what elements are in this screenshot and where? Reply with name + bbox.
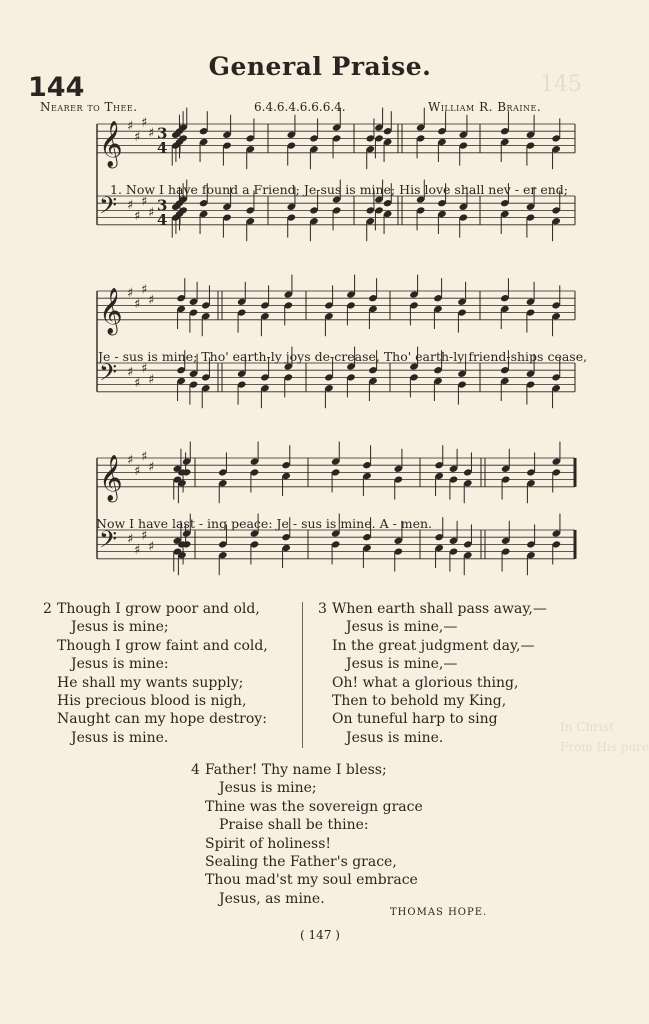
stanza-line: Though I grow poor and old, [57,601,260,617]
time-signature: 3 [157,124,168,143]
sharp-icon: ♯ [141,282,148,298]
stanza-line: In the great judgment day,— [332,637,535,654]
stanza-line: Then to behold my King, [332,693,507,710]
stanza-line: When earth shall pass away,— [332,601,547,617]
sharp-icon: ♯ [148,293,155,309]
composer: William R. Braine. [428,100,542,114]
stanza-line: Though I grow faint and cold, [57,637,268,654]
stanza-line: Jesus is mine; [219,780,317,797]
bass-clef-icon: 𝄢 [99,358,118,392]
tune-name: Nearer to Thee. [40,100,138,114]
page-number: ( 147 ) [300,928,340,942]
time-signature: 3 [157,196,168,215]
stanza-line: Father! Thy name I bless; [205,762,387,778]
sharp-icon: ♯ [141,115,148,131]
sharp-icon: ♯ [141,449,148,465]
sharp-icon: ♯ [134,543,141,558]
stanza-4 [191,761,423,908]
stanza-line: His precious blood is nigh, [57,693,247,710]
sharp-icon: ♯ [127,453,134,468]
stanza-line: Praise shall be thine: [219,817,369,834]
treble-clef-icon: 𝄞 [99,120,123,167]
hymn-number: 144 [28,72,85,103]
sharp-icon: ♯ [148,126,155,142]
stanza-line: Naught can my hope destroy: [57,711,267,728]
bass-clef-icon: 𝄢 [99,191,118,225]
stanza-line: Sealing the Father's grace, [205,854,397,871]
stanza-number: 4 [191,762,200,778]
time-signature: 4 [157,210,168,229]
stanza-line: Spirit of holiness! [205,835,332,852]
column-divider [302,602,303,748]
stanza-line: Jesus is mine. [346,729,444,746]
time-signature: 4 [157,138,168,157]
stanza-line: Oh! what a glorious thing, [332,674,519,691]
stanza-line: On tuneful harp to sing [332,711,498,728]
stanza-line: Jesus, as mine. [219,890,325,907]
sharp-icon: ♯ [141,361,148,377]
stanza-2 [43,600,268,747]
treble-clef-icon: 𝄞 [99,454,123,501]
sharp-icon: ♯ [127,286,134,301]
stanza-line: Jesus is mine. [71,729,169,746]
stanza-line: Jesus is mine: [71,656,169,673]
stanza-line: Thou mad'st my soul embrace [205,872,418,889]
stanza-line: Jesus is mine,— [346,619,458,636]
stanza-3 [318,600,547,747]
stanza-number: 2 [43,601,52,617]
sharp-icon: ♯ [134,463,141,479]
stanza-line: Thine was the sovereign grace [205,798,423,815]
sharp-icon: ♯ [134,376,141,391]
sharp-icon: ♯ [127,198,134,214]
bleed-through-text: 145 [540,72,582,97]
treble-clef-icon: 𝄞 [99,287,123,334]
bleed-through-text: In Christ [560,720,614,734]
meter: 6.4.6.4.6.6.6.4. [254,100,346,114]
sharp-icon: ♯ [134,209,141,224]
stanza-line: Jesus is mine,— [346,656,458,673]
author: THOMAS HOPE. [390,907,488,918]
bleed-through-text: From His pure [560,740,649,754]
sharp-icon: ♯ [141,528,148,544]
sharp-icon: ♯ [141,194,148,210]
stanza-line: Jesus is mine; [71,619,169,636]
section-title: General Praise. [208,52,432,81]
bass-clef-icon: 𝄢 [99,525,118,559]
lyrics-line-2: Je - sus is mine; Tho' earth-ly joys de-crease, Tho' earth-ly friend-ships cease, [98,349,588,364]
sharp-icon: ♯ [134,129,141,145]
sharp-icon: ♯ [134,296,141,312]
sharp-icon: ♯ [127,119,134,134]
sharp-icon: ♯ [148,372,155,388]
stanza-line: He shall my wants supply; [57,674,244,691]
lyrics-line-3: Now I have last - ing peace: Je - sus is mine. A - men. [96,516,433,531]
lyrics-line-1: 1. Now I have found a Friend; Je-sus is mine; His love shall nev - er end; [110,182,568,197]
sharp-icon: ♯ [127,532,134,548]
sharp-icon: ♯ [148,205,155,221]
sharp-icon: ♯ [127,365,134,381]
sharp-icon: ♯ [148,539,155,555]
stanza-number: 3 [318,601,327,617]
sharp-icon: ♯ [148,460,155,476]
